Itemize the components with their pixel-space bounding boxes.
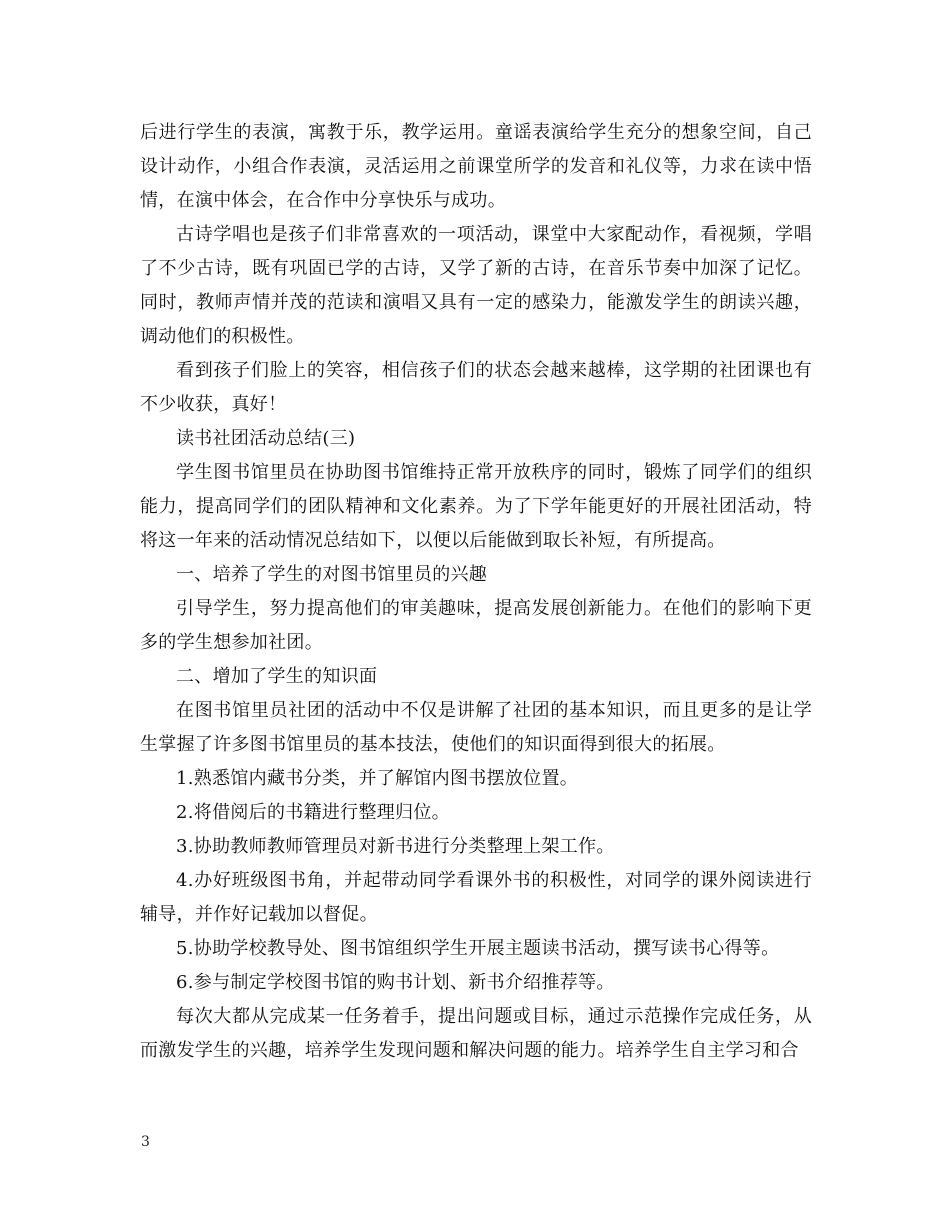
- list-item: 2.将借阅后的书籍进行整理归位。: [176, 802, 450, 823]
- paragraph: 每次大都从完成某一任务着手，提出问题或目标，通过示范操作完成任务，从而激发学生的兴趣，培养学生发现问题和解决问题的能力。培养学生自主学习和合: [140, 1006, 812, 1061]
- list-item: 1.熟悉馆内藏书分类，并了解馆内图书摆放位置。: [176, 768, 579, 789]
- list-item: 6.参与制定学校图书馆的购书计划、新书介绍推荐等。: [176, 972, 615, 993]
- paragraph: 引导学生，努力提高他们的审美趣味，提高发展创新能力。在他们的影响下更多的学生想参加社团。: [140, 598, 812, 653]
- page-number: 3: [141, 1134, 150, 1150]
- list-item: 4.办好班级图书角，并起带动同学看课外书的积极性，对同学的课外阅读进行辅导，并作好记载加以督促。: [140, 870, 812, 925]
- paragraph: 学生图书馆里员在协助图书馆维持正常开放秩序的同时，锻炼了同学们的组织能力，提高同学们的团队精神和文化素养。为了下学年能更好的开展社团活动，特将这一年来的活动情况总结如下，以便以后能做到取长补短，有所提高。: [140, 462, 812, 551]
- paragraph: 在图书馆里员社团的活动中不仅是讲解了社团的基本知识，而且更多的是让学生掌握了许多图书馆里员的基本技法，使他们的知识面得到很大的拓展。: [140, 700, 812, 755]
- paragraph: 古诗学唱也是孩子们非常喜欢的一项活动，课堂中大家配动作，看视频，学唱了不少古诗，既有巩固已学的古诗，又学了新的古诗，在音乐节奏中加深了记忆。同时，教师声情并茂的范读和演唱又具有一定的感染力，能激发学生的朗读兴趣，调动他们的积极性。: [140, 224, 812, 347]
- section-heading: 一、培养了学生的对图书馆里员的兴趣: [176, 564, 488, 585]
- paragraph: 后进行学生的表演，寓教于乐，教学运用。童谣表演给学生充分的想象空间，自己设计动作，小组合作表演，灵活运用之前课堂所学的发音和礼仪等，力求在读中悟情，在演中体会，在合作中分享快乐与成功。: [140, 122, 812, 211]
- list-item: 3.协助教师教师管理员对新书进行分类整理上架工作。: [176, 836, 615, 857]
- section-heading: 读书社团活动总结(三): [176, 428, 356, 449]
- paragraph: 看到孩子们脸上的笑容，相信孩子们的状态会越来越棒，这学期的社团课也有不少收获，真好！: [140, 360, 812, 415]
- section-heading: 二、增加了学生的知识面: [176, 666, 378, 687]
- document-body: [140, 116, 812, 1068]
- list-item: 5.协助学校教导处、图书馆组织学生开展主题读书活动，撰写读书心得等。: [176, 938, 780, 959]
